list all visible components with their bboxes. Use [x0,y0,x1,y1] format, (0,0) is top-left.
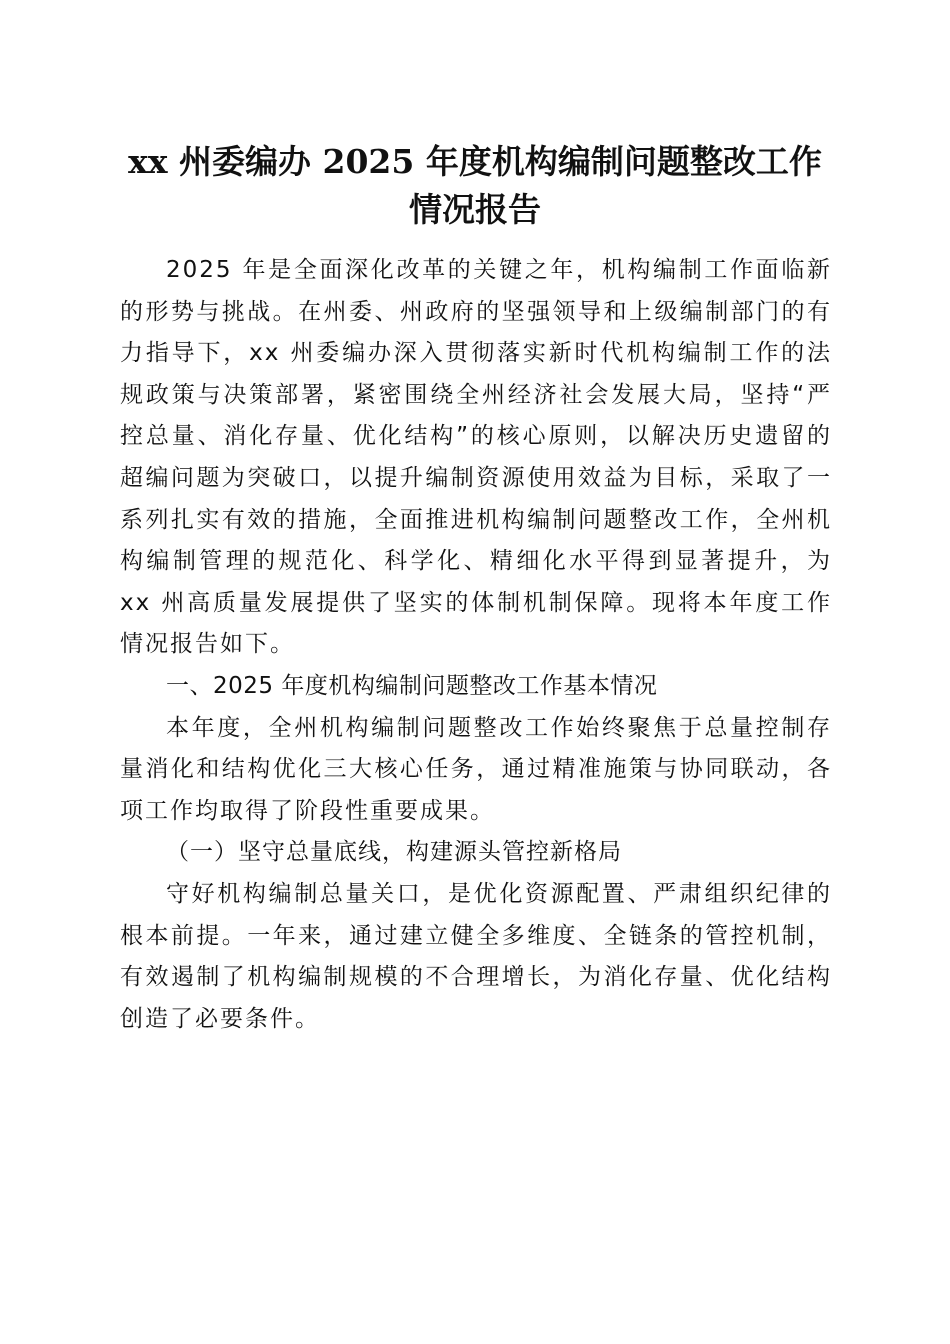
title-line-1: xx 州委编办 2025 年度机构编制问题整改工作 [128,142,822,181]
intro-paragraph: 2025 年是全面深化改革的关键之年，机构编制工作面临新的形势与挑战。在州委、州政府的坚强领导和上级编制部门的有力指导下，xx 州委编办深入贯彻落实新时代机构编制工作的法规政策与决策部署，紧密围绕全州经济社会发展大局，坚持“严控总量、消化存量、优化结构”的核心原则，以解决历史遗留的超编问题为突破口，以提升编制资源使用效益为目标，采取了一系列扎实有效的措施，全面推进机构编制问题整改工作，全州机构编制管理的规范化、科学化、精细化水平得到显著提升，为 xx 州高质量发展提供了坚实的体制机制保障。现将本年度工作情况报告如下。 [120,257,832,658]
section-1-heading: 一、2025 年度机构编制问题整改工作基本情况 [166,672,658,699]
subsection-1-heading: （一）坚守总量底线，构建源头管控新格局 [166,839,622,866]
document-body [120,250,832,1040]
subsection-1-paragraph: 守好机构编制总量关口，是优化资源配置、严肃组织纪律的根本前提。一年来，通过建立健全多维度、全链条的管控机制，有效遏制了机构编制规模的不合理增长，为消化存量、优化结构创造了必要条件。 [120,880,832,1032]
title-line-2: 情况报告 [409,190,541,229]
document-title [100,138,850,234]
section-1-paragraph: 本年度，全州机构编制问题整改工作始终聚焦于总量控制存量消化和结构优化三大核心任务，通过精准施策与协同联动，各项工作均取得了阶段性重要成果。 [120,714,832,824]
